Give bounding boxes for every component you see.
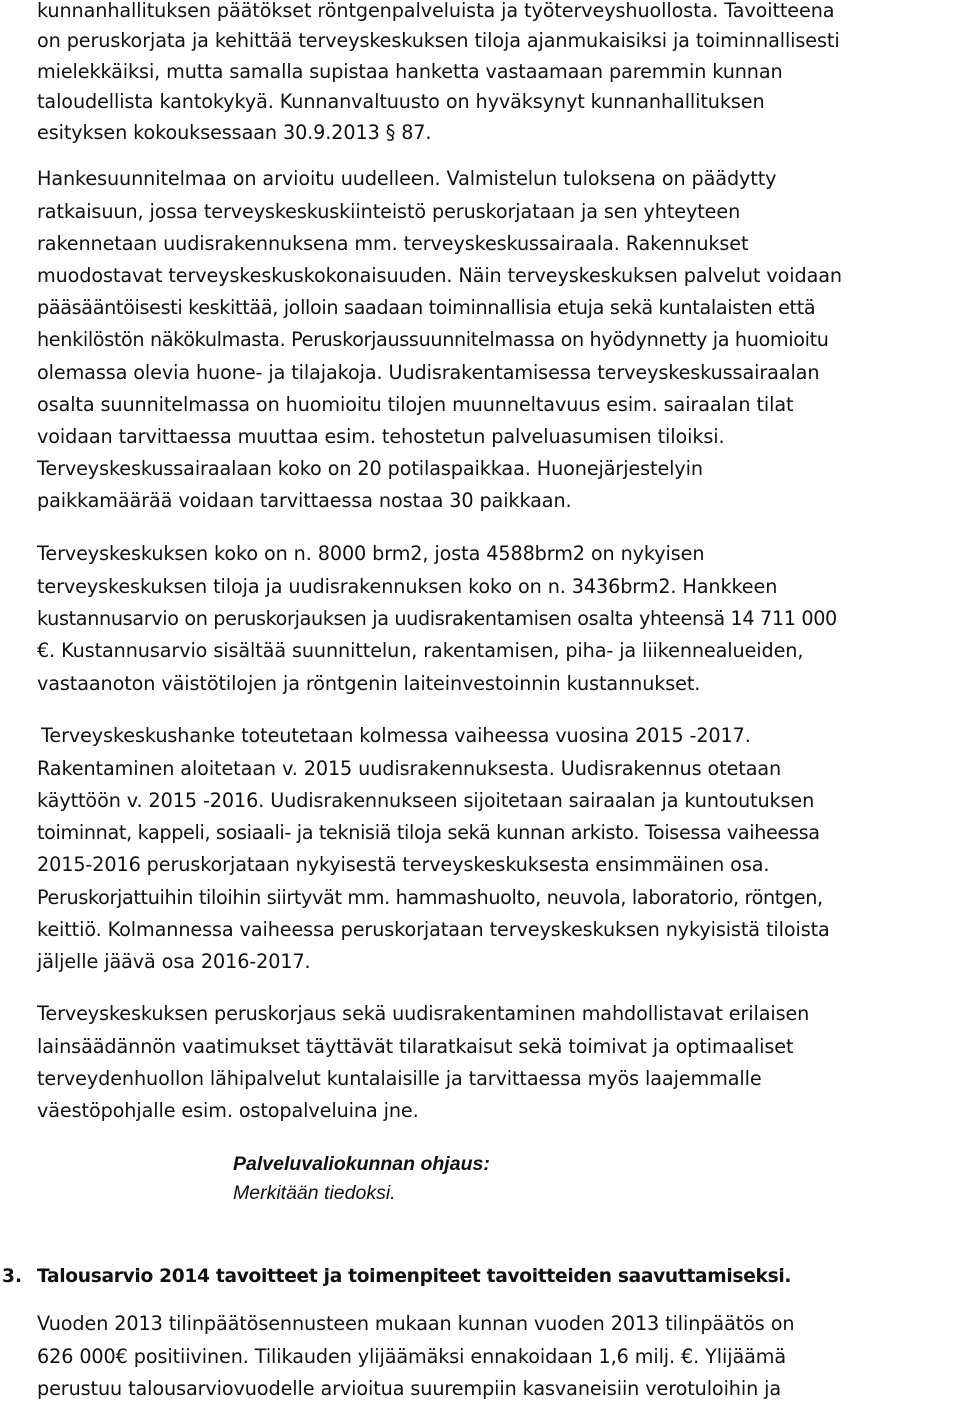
paragraph-line: osalta suunnitelmassa on huomioitu tilojen muunneltavuus esim. sairaalan tilat [37,393,794,416]
paragraph-line: voidaan tarvittaessa muuttaa esim. tehostetun palveluasumisen tiloiksi. [37,425,725,448]
paragraph-line: Terveyskeskuksen peruskorjaus sekä uudisrakentaminen mahdollistavat erilaisen [37,1002,810,1025]
paragraph-line: rakennetaan uudisrakennuksena mm. terveyskeskussairaala. Rakennukset [37,232,749,255]
paragraph-line: on peruskorjata ja kehittää terveyskeskuksen tiloja ajanmukaisiksi ja toiminnallisesti [37,29,840,52]
paragraph-line: kustannusarvio on peruskorjauksen ja uudisrakentamisen osalta yhteensä 14 711 000 [37,607,837,630]
paragraph-line: väestöpohjalle esim. ostopalveluina jne. [37,1099,419,1122]
paragraph-line: paikkamäärää voidaan tarvittaessa nostaa 30 paikkaan. [37,489,572,512]
paragraph-line: kunnanhallituksen päätökset röntgenpalveluista ja työterveyshuollosta. Tavoitteena [37,0,835,22]
committee-heading: Palveluvaliokunnan ohjaus: [233,1153,490,1175]
paragraph-line: terveyskeskuksen tiloja ja uudisrakennuksen koko on n. 3436brm2. Hankkeen [37,575,778,598]
paragraph-line: perustuu talousarviovuodelle arvioitua suurempiin kasvaneisiin verotuloihin ja [37,1377,782,1400]
paragraph-line: keittiö. Kolmannessa vaiheessa peruskorjataan terveyskeskuksen nykyisistä tiloista [37,918,830,941]
paragraph-line: taloudellista kantokykyä. Kunnanvaltuusto on hyväksynyt kunnanhallituksen [37,90,765,113]
paragraph-line: esityksen kokouksessaan 30.9.2013 § 87. [37,121,432,144]
paragraph-line: mielekkäiksi, mutta samalla supistaa hanketta vastaamaan paremmin kunnan [37,60,783,83]
agenda-item-number: 3. [2,1266,23,1287]
paragraph-line: Terveyskeskuksen koko on n. 8000 brm2, josta 4588brm2 on nykyisen [37,542,705,565]
paragraph-line: olemassa olevia huone- ja tilajakoja. Uudisrakentamisessa terveyskeskussairaalan [37,361,820,384]
paragraph-line: Terveyskeskushanke toteutetaan kolmessa vaiheessa vuosina 2015 -2017. [41,724,751,747]
paragraph-line: 626 000€ positiivinen. Tilikauden ylijäämäksi ennakoidaan 1,6 milj. €. Ylijäämä [37,1345,787,1368]
paragraph-line: käyttöön v. 2015 -2016. Uudisrakennukseen sijoitetaan sairaalan ja kuntoutuksen [37,789,815,812]
paragraph-line: ratkaisuun, jossa terveyskeskuskiinteistö peruskorjataan ja sen yhteyteen [37,200,741,223]
paragraph-line: €. Kustannusarvio sisältää suunnittelun, rakentamisen, piha- ja liikennealueiden, [37,639,804,662]
committee-decision: Merkitään tiedoksi. [233,1182,396,1204]
paragraph-line: Rakentaminen aloitetaan v. 2015 uudisrakennuksesta. Uudisrakennus otetaan [37,757,782,780]
paragraph-line: vastaanoton väistötilojen ja röntgenin laiteinvestoinnin kustannukset. [37,672,701,695]
paragraph-line: henkilöstön näkökulmasta. Peruskorjaussuunnitelmassa on hyödynnetty ja huomioitu [37,328,829,351]
paragraph-line: toiminnat, kappeli, sosiaali- ja teknisiä tiloja sekä kunnan arkisto. Toisessa vaiheessa [37,821,820,844]
paragraph-line: Vuoden 2013 tilinpäätösennusteen mukaan kunnan vuoden 2013 tilinpäätös on [37,1312,795,1335]
paragraph-line: muodostavat terveyskeskuskokonaisuuden. Näin terveyskeskuksen palvelut voidaan [37,264,842,287]
paragraph-line: 2015-2016 peruskorjataan nykyisestä terveyskeskuksesta ensimmäinen osa. [37,853,770,876]
paragraph-line: pääsääntöisesti keskittää, jolloin saadaan toiminnallisia etuja sekä kuntalaisten että [37,296,816,319]
paragraph-line: lainsäädännön vaatimukset täyttävät tilaratkaisut sekä toimivat ja optimaaliset [37,1035,794,1058]
paragraph-line: Hankesuunnitelmaa on arvioitu uudelleen. Valmistelun tuloksena on päädytty [37,167,777,190]
paragraph-line: Terveyskeskussairaalaan koko on 20 potilaspaikkaa. Huonejärjestelyin [37,457,703,480]
agenda-item-title: Talousarvio 2014 tavoitteet ja toimenpiteet tavoitteiden saavuttamiseksi. [37,1266,792,1287]
paragraph-line: Peruskorjattuihin tiloihin siirtyvät mm. hammashuolto, neuvola, laboratorio, röntgen, [37,886,823,909]
paragraph-line: jäljelle jäävä osa 2016-2017. [37,950,311,973]
paragraph-line: terveydenhuollon lähipalvelut kuntalaisille ja tarvittaessa myös laajemmalle [37,1067,762,1090]
